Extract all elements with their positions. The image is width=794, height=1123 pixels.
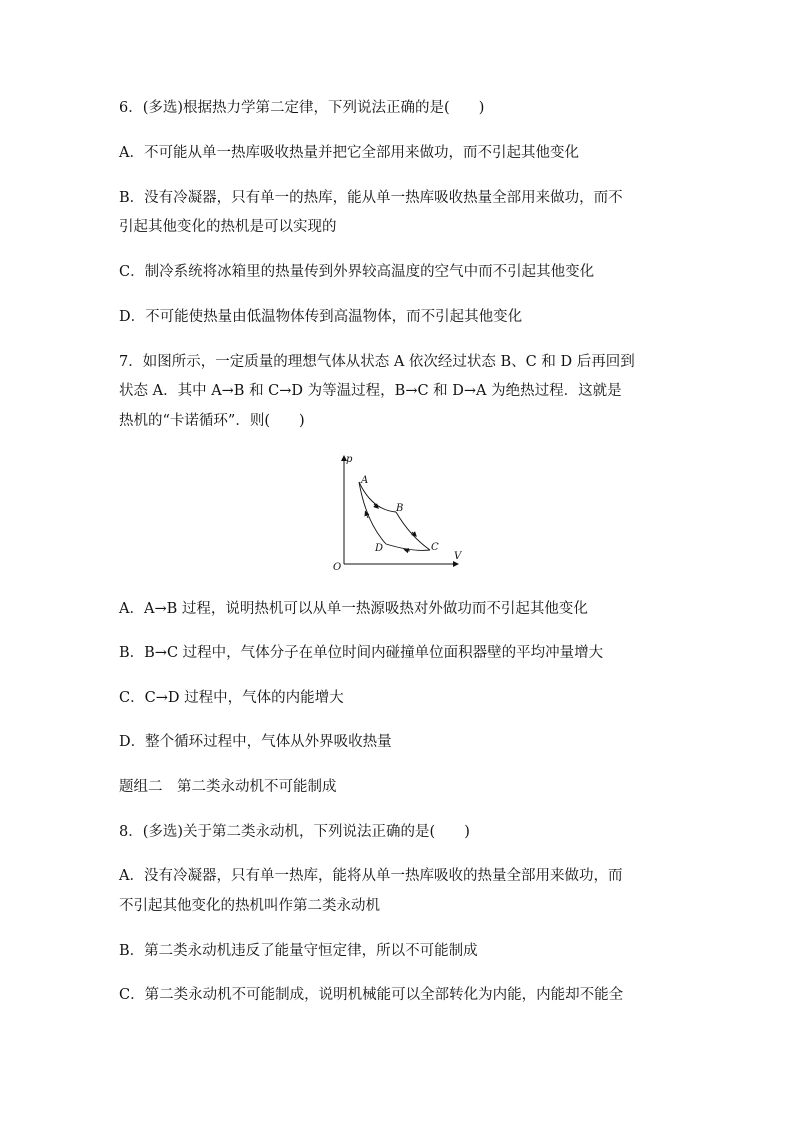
q8-option-c: C．第二类永动机不可能制成，说明机械能可以全部转化为内能，内能却不能全 [119,987,624,1003]
curve-b-to-c [396,512,430,550]
q7-option-d: D．整个循环过程中，气体从外界吸收热量 [119,734,392,750]
q7-option-c: C．C→D 过程中，气体的内能增大 [119,690,344,706]
p-axis-label: p [346,454,353,465]
point-d-label: D [375,543,384,554]
q7-stem-line2: 状态 A．其中 A→B 和 C→D 为等温过程，B→C 和 D→A 为绝热过程．这就是 [119,383,622,399]
q8-option-a-line1: A．没有冷凝器，只有单一热库，能将从单一热库吸收的热量全部用来做功，而 [119,868,623,884]
point-b-label: B [396,503,404,514]
q7-stem-line1: 7．如图所示，一定质量的理想气体从状态 A 依次经过状态 B、C 和 D 后再回到 [119,354,635,370]
pv-diagram-svg [330,452,465,574]
q6-option-b-line1: B．没有冷凝器，只有单一的热库，能从单一热库吸收热量全部用来做功，而不 [119,190,623,206]
q8-stem: 8．(多选)关于第二类永动机，下列说法正确的是( ) [119,824,470,840]
q6-option-d: D．不可能使热量由低温物体传到高温物体，而不引起其他变化 [119,309,523,325]
q8-option-a-line2: 不引起其他变化的热机叫作第二类永动机 [119,898,380,914]
section-heading: 题组二 第二类永动机不可能制成 [119,779,337,795]
arrow-c-to-d [406,550,410,551]
point-c-label: C [431,542,439,553]
q6-option-c: C．制冷系统将冰箱里的热量传到外界较高温度的空气中而不引起其他变化 [119,264,595,280]
q6-option-b-line2: 引起其他变化的热机是可以实现的 [119,219,337,235]
curve-a-to-b [359,482,396,512]
q6-stem: 6．(多选)根据热力学第二定律，下列说法正确的是( ) [119,100,485,116]
q7-option-a: A．A→B 过程，说明热机可以从单一热源吸热对外做功而不引起其他变化 [119,601,588,617]
q7-option-b: B．B→C 过程中，气体分子在单位时间内碰撞单位面积器壁的平均冲量增大 [119,645,604,661]
origin-label: O [333,562,342,573]
q6-option-a: A．不可能从单一热库吸收热量并把它全部用来做功，而不引起其他变化 [119,145,579,161]
curve-d-to-a [359,482,386,544]
v-axis-label: V [454,551,462,562]
point-a-label: A [361,475,369,486]
q7-stem-line3: 热机的“卡诺循环”．则( ) [119,413,305,429]
q8-option-b: B．第二类永动机违反了能量守恒定律，所以不可能制成 [119,943,478,959]
carnot-cycle-pv-diagram [330,452,465,574]
